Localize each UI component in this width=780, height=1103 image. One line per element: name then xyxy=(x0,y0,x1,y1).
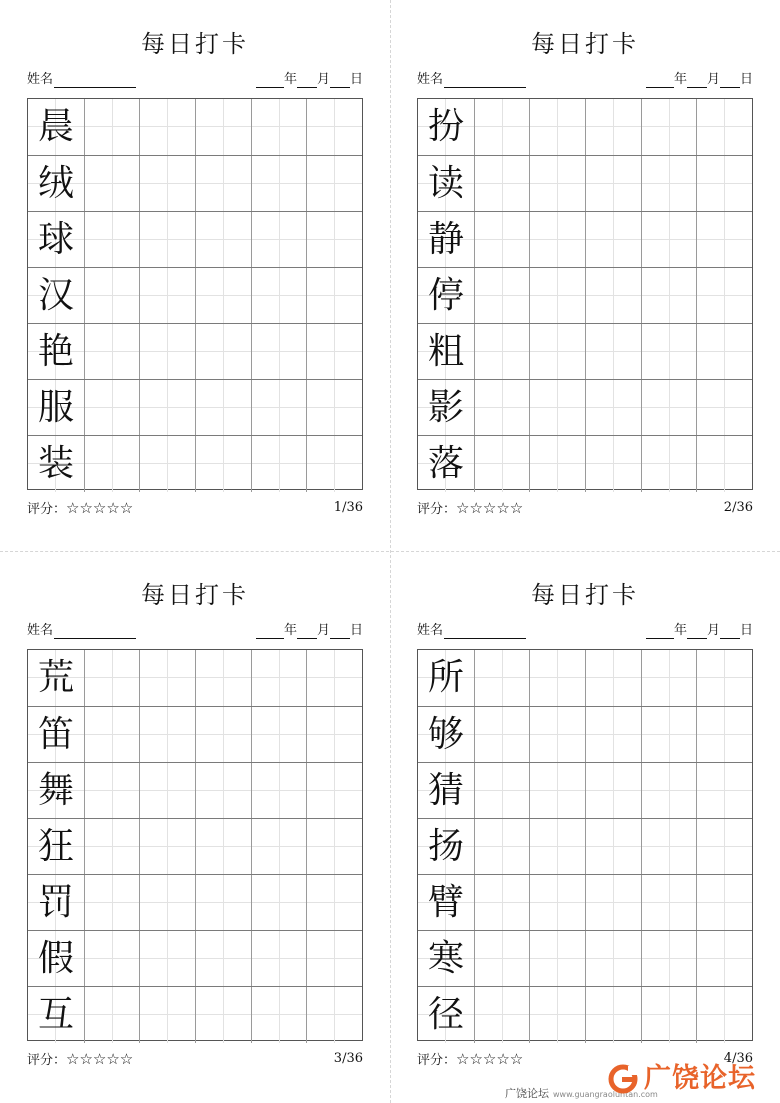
model-character-cell xyxy=(418,875,474,931)
practice-cell[interactable] xyxy=(474,763,530,819)
practice-cell[interactable] xyxy=(306,931,362,987)
grid-row xyxy=(28,706,362,762)
grid-row xyxy=(418,99,752,155)
practice-cell[interactable] xyxy=(696,707,752,763)
practice-cell[interactable] xyxy=(84,987,140,1043)
page-number: 1/36 xyxy=(333,500,363,515)
practice-cell[interactable] xyxy=(641,931,697,987)
practice-cell[interactable] xyxy=(585,987,641,1043)
practice-cell[interactable] xyxy=(585,931,641,987)
practice-cell[interactable] xyxy=(139,268,195,324)
practice-cell[interactable] xyxy=(641,324,697,380)
practice-cell[interactable] xyxy=(84,763,140,819)
practice-cell[interactable] xyxy=(251,931,307,987)
grid-row xyxy=(418,435,752,491)
practice-card-3 xyxy=(27,551,363,1071)
score-label: 评分： xyxy=(27,502,67,517)
practice-cell[interactable] xyxy=(306,650,362,706)
year-blank-line xyxy=(256,75,284,88)
practice-cell[interactable] xyxy=(529,987,585,1043)
page-number: 3/36 xyxy=(333,1051,363,1066)
date-field xyxy=(256,623,363,639)
practice-cell[interactable] xyxy=(139,650,195,706)
practice-cell[interactable] xyxy=(139,212,195,268)
practice-cell[interactable] xyxy=(641,99,697,155)
practice-cell[interactable] xyxy=(474,650,530,706)
practice-cell[interactable] xyxy=(529,707,585,763)
name-blank-line xyxy=(54,75,136,88)
practice-cell[interactable] xyxy=(139,707,195,763)
model-character-cell xyxy=(418,324,474,380)
name-field xyxy=(27,72,136,88)
practice-cell[interactable] xyxy=(641,650,697,706)
year-blank-line xyxy=(256,626,284,639)
practice-cell[interactable] xyxy=(585,875,641,931)
grid-row xyxy=(28,930,362,986)
practice-cell[interactable] xyxy=(84,212,140,268)
grid-row xyxy=(418,650,752,706)
date-field xyxy=(646,623,753,639)
practice-cell[interactable] xyxy=(251,156,307,212)
model-character: 所 xyxy=(427,657,464,698)
practice-cell[interactable] xyxy=(84,650,140,706)
day-blank-line xyxy=(330,75,350,88)
page-number: 4/36 xyxy=(723,1051,753,1066)
grid-row xyxy=(418,818,752,874)
day-blank-line xyxy=(720,626,740,639)
practice-cell[interactable] xyxy=(474,819,530,875)
practice-cell[interactable] xyxy=(251,380,307,436)
practice-cell[interactable] xyxy=(474,987,530,1043)
practice-cell[interactable] xyxy=(585,819,641,875)
month-blank-line xyxy=(297,75,317,88)
day-blank-line xyxy=(330,626,350,639)
model-character: 寒 xyxy=(427,938,464,979)
rating-stars[interactable]: ☆☆☆☆☆ xyxy=(456,499,524,517)
practice-cell[interactable] xyxy=(529,99,585,155)
model-character-cell xyxy=(28,380,84,436)
model-character-cell xyxy=(418,763,474,819)
model-character: 舞 xyxy=(37,770,74,811)
grid-row xyxy=(418,323,752,379)
practice-cell[interactable] xyxy=(251,99,307,155)
grid-row xyxy=(418,155,752,211)
grid-row xyxy=(28,818,362,874)
practice-cell[interactable] xyxy=(139,324,195,380)
model-character: 晨 xyxy=(37,106,74,147)
practice-cell[interactable] xyxy=(474,324,530,380)
card-title: 每日打卡 xyxy=(531,581,639,609)
practice-cell[interactable] xyxy=(306,99,362,155)
model-character-cell xyxy=(28,650,84,706)
grid-row xyxy=(418,762,752,818)
model-character-cell xyxy=(28,931,84,987)
practice-cell[interactable] xyxy=(251,268,307,324)
practice-cell[interactable] xyxy=(585,268,641,324)
name-blank-line xyxy=(444,626,526,639)
practice-cell[interactable] xyxy=(84,436,140,492)
model-character: 扮 xyxy=(427,106,464,147)
day-label: 日 xyxy=(739,623,753,638)
practice-cell[interactable] xyxy=(306,987,362,1043)
practice-cell[interactable] xyxy=(251,875,307,931)
practice-cell[interactable] xyxy=(474,212,530,268)
practice-cell[interactable] xyxy=(139,156,195,212)
model-character: 臂 xyxy=(427,882,464,923)
day-label: 日 xyxy=(739,72,753,87)
grid-row xyxy=(28,435,362,491)
score-row xyxy=(27,500,133,518)
grid-row xyxy=(418,706,752,762)
practice-cell[interactable] xyxy=(474,380,530,436)
practice-cell[interactable] xyxy=(195,324,251,380)
grid-row xyxy=(28,762,362,818)
month-blank-line xyxy=(297,626,317,639)
year-blank-line xyxy=(646,75,674,88)
name-field xyxy=(417,623,526,639)
practice-cell[interactable] xyxy=(696,987,752,1043)
model-character-cell xyxy=(28,436,84,492)
year-blank-line xyxy=(646,626,674,639)
practice-cell[interactable] xyxy=(139,931,195,987)
practice-cell[interactable] xyxy=(195,436,251,492)
month-blank-line xyxy=(687,626,707,639)
practice-cell[interactable] xyxy=(641,819,697,875)
practice-cell[interactable] xyxy=(306,268,362,324)
model-character-cell xyxy=(418,268,474,324)
practice-cell[interactable] xyxy=(84,875,140,931)
practice-cell[interactable] xyxy=(696,380,752,436)
practice-card-1 xyxy=(27,0,363,520)
practice-cell[interactable] xyxy=(195,763,251,819)
practice-cell[interactable] xyxy=(139,819,195,875)
practice-cell[interactable] xyxy=(306,380,362,436)
model-character: 够 xyxy=(427,714,464,755)
practice-cell[interactable] xyxy=(585,763,641,819)
footer-site-url: www.guangraoluntan.com xyxy=(553,1090,658,1099)
practice-cell[interactable] xyxy=(306,819,362,875)
practice-cell[interactable] xyxy=(251,707,307,763)
model-character-cell xyxy=(418,212,474,268)
practice-cell[interactable] xyxy=(696,268,752,324)
writing-grid xyxy=(417,98,753,490)
practice-cell[interactable] xyxy=(696,650,752,706)
model-character: 罚 xyxy=(37,882,74,923)
model-character: 读 xyxy=(427,163,464,204)
model-character: 球 xyxy=(37,219,74,260)
practice-cell[interactable] xyxy=(641,436,697,492)
model-character: 装 xyxy=(37,443,74,484)
practice-cell[interactable] xyxy=(251,212,307,268)
model-character: 艳 xyxy=(37,331,74,372)
model-character-cell xyxy=(28,707,84,763)
footer-site-name: 广饶论坛 xyxy=(505,1087,549,1100)
practice-cell[interactable] xyxy=(529,875,585,931)
practice-cell[interactable] xyxy=(306,324,362,380)
practice-cell[interactable] xyxy=(585,436,641,492)
rating-stars[interactable]: ☆☆☆☆☆ xyxy=(456,1050,524,1068)
practice-cell[interactable] xyxy=(84,380,140,436)
year-label: 年 xyxy=(283,623,297,638)
practice-cell[interactable] xyxy=(251,324,307,380)
grid-row xyxy=(28,99,362,155)
model-character-cell xyxy=(418,819,474,875)
grid-row xyxy=(28,874,362,930)
practice-cell[interactable] xyxy=(195,268,251,324)
model-character: 落 xyxy=(427,443,464,484)
name-label: 姓名 xyxy=(417,623,444,638)
model-character-cell xyxy=(418,650,474,706)
practice-cell[interactable] xyxy=(306,875,362,931)
practice-cell[interactable] xyxy=(251,763,307,819)
model-character: 汉 xyxy=(37,275,74,316)
practice-cell[interactable] xyxy=(195,650,251,706)
practice-cell[interactable] xyxy=(585,707,641,763)
practice-cell[interactable] xyxy=(195,99,251,155)
score-label: 评分： xyxy=(27,1053,67,1068)
practice-cell[interactable] xyxy=(474,707,530,763)
practice-cell[interactable] xyxy=(251,650,307,706)
grid-row xyxy=(28,986,362,1042)
practice-cell[interactable] xyxy=(251,987,307,1043)
practice-cell[interactable] xyxy=(251,819,307,875)
model-character-cell xyxy=(418,156,474,212)
model-character: 假 xyxy=(37,938,74,979)
practice-cell[interactable] xyxy=(696,436,752,492)
logo-g-icon xyxy=(608,1064,638,1094)
practice-cell[interactable] xyxy=(529,324,585,380)
practice-cell[interactable] xyxy=(195,819,251,875)
site-logo xyxy=(608,1060,778,1102)
practice-cell[interactable] xyxy=(84,99,140,155)
practice-cell[interactable] xyxy=(529,931,585,987)
practice-cell[interactable] xyxy=(195,212,251,268)
practice-cell[interactable] xyxy=(641,987,697,1043)
practice-cell[interactable] xyxy=(84,324,140,380)
practice-cell[interactable] xyxy=(84,268,140,324)
date-field xyxy=(646,72,753,88)
model-character: 笛 xyxy=(37,714,74,755)
month-label: 月 xyxy=(706,72,720,87)
grid-row xyxy=(28,211,362,267)
practice-cell[interactable] xyxy=(195,156,251,212)
practice-cell[interactable] xyxy=(529,819,585,875)
practice-cell[interactable] xyxy=(306,763,362,819)
practice-cell[interactable] xyxy=(696,99,752,155)
score-label: 评分： xyxy=(417,502,457,517)
model-character-cell xyxy=(28,156,84,212)
grid-row xyxy=(418,267,752,323)
year-label: 年 xyxy=(283,72,297,87)
practice-cell[interactable] xyxy=(585,99,641,155)
practice-cell[interactable] xyxy=(696,875,752,931)
name-field xyxy=(27,623,136,639)
practice-cell[interactable] xyxy=(474,268,530,324)
model-character: 狂 xyxy=(37,826,74,867)
practice-card-4 xyxy=(417,551,753,1071)
month-label: 月 xyxy=(316,623,330,638)
grid-row xyxy=(28,323,362,379)
practice-cell[interactable] xyxy=(306,707,362,763)
name-label: 姓名 xyxy=(417,72,444,87)
day-label: 日 xyxy=(349,623,363,638)
model-character-cell xyxy=(418,931,474,987)
score-row xyxy=(27,1051,133,1069)
practice-cell[interactable] xyxy=(641,380,697,436)
grid-row xyxy=(418,986,752,1042)
practice-cell[interactable] xyxy=(696,763,752,819)
practice-cell[interactable] xyxy=(474,931,530,987)
model-character-cell xyxy=(418,436,474,492)
name-field xyxy=(417,72,526,88)
practice-cell[interactable] xyxy=(585,380,641,436)
card-title: 每日打卡 xyxy=(141,581,249,609)
model-character: 粗 xyxy=(427,331,464,372)
practice-cell[interactable] xyxy=(474,156,530,212)
card-title: 每日打卡 xyxy=(141,30,249,58)
model-character: 荒 xyxy=(37,657,74,698)
name-label: 姓名 xyxy=(27,72,54,87)
month-label: 月 xyxy=(706,623,720,638)
day-blank-line xyxy=(720,75,740,88)
score-row xyxy=(417,1051,523,1069)
model-character-cell xyxy=(28,987,84,1043)
practice-cell[interactable] xyxy=(641,268,697,324)
model-character-cell xyxy=(28,324,84,380)
model-character: 互 xyxy=(37,994,74,1035)
month-blank-line xyxy=(687,75,707,88)
model-character-cell xyxy=(28,212,84,268)
practice-cell[interactable] xyxy=(529,436,585,492)
practice-cell[interactable] xyxy=(474,99,530,155)
score-row xyxy=(417,500,523,518)
practice-cell[interactable] xyxy=(195,987,251,1043)
practice-cell[interactable] xyxy=(84,819,140,875)
grid-row xyxy=(28,379,362,435)
year-label: 年 xyxy=(673,72,687,87)
model-character: 扬 xyxy=(427,826,464,867)
practice-cell[interactable] xyxy=(641,156,697,212)
model-character: 服 xyxy=(37,387,74,428)
practice-cell[interactable] xyxy=(641,763,697,819)
practice-cell[interactable] xyxy=(195,875,251,931)
practice-cell[interactable] xyxy=(585,324,641,380)
practice-cell[interactable] xyxy=(251,436,307,492)
day-label: 日 xyxy=(349,72,363,87)
model-character-cell xyxy=(28,763,84,819)
practice-cell[interactable] xyxy=(84,156,140,212)
practice-cell[interactable] xyxy=(84,931,140,987)
model-character: 绒 xyxy=(37,163,74,204)
month-label: 月 xyxy=(316,72,330,87)
practice-cell[interactable] xyxy=(529,650,585,706)
practice-cell[interactable] xyxy=(474,875,530,931)
grid-row xyxy=(418,211,752,267)
date-field xyxy=(256,72,363,88)
page-number: 2/36 xyxy=(723,500,753,515)
practice-cell[interactable] xyxy=(306,436,362,492)
practice-cell[interactable] xyxy=(529,156,585,212)
practice-card-2 xyxy=(417,0,753,520)
model-character-cell xyxy=(418,707,474,763)
practice-cell[interactable] xyxy=(641,212,697,268)
name-blank-line xyxy=(54,626,136,639)
writing-grid xyxy=(417,649,753,1041)
rating-stars[interactable]: ☆☆☆☆☆ xyxy=(66,1050,134,1068)
practice-cell[interactable] xyxy=(696,324,752,380)
grid-row xyxy=(28,650,362,706)
practice-cell[interactable] xyxy=(585,212,641,268)
grid-row xyxy=(418,930,752,986)
card-title: 每日打卡 xyxy=(531,30,639,58)
practice-cell[interactable] xyxy=(306,212,362,268)
model-character-cell xyxy=(28,268,84,324)
model-character: 影 xyxy=(427,387,464,428)
grid-row xyxy=(28,155,362,211)
practice-cell[interactable] xyxy=(139,380,195,436)
practice-cell[interactable] xyxy=(585,156,641,212)
practice-cell[interactable] xyxy=(529,268,585,324)
practice-cell[interactable] xyxy=(195,707,251,763)
practice-cell[interactable] xyxy=(139,99,195,155)
practice-cell[interactable] xyxy=(696,156,752,212)
model-character-cell xyxy=(28,99,84,155)
practice-cell[interactable] xyxy=(529,212,585,268)
practice-cell[interactable] xyxy=(474,436,530,492)
logo-text: 广饶论坛 xyxy=(644,1063,756,1094)
score-label: 评分： xyxy=(417,1053,457,1068)
grid-row xyxy=(418,874,752,930)
practice-cell[interactable] xyxy=(306,156,362,212)
model-character-cell xyxy=(418,99,474,155)
model-character: 静 xyxy=(427,219,464,260)
practice-cell[interactable] xyxy=(195,931,251,987)
writing-grid xyxy=(27,98,363,490)
model-character: 停 xyxy=(427,275,464,316)
practice-cell[interactable] xyxy=(641,875,697,931)
rating-stars[interactable]: ☆☆☆☆☆ xyxy=(66,499,134,517)
practice-cell[interactable] xyxy=(84,707,140,763)
practice-cell[interactable] xyxy=(139,436,195,492)
model-character-cell xyxy=(418,380,474,436)
name-label: 姓名 xyxy=(27,623,54,638)
practice-cell[interactable] xyxy=(195,380,251,436)
model-character: 径 xyxy=(427,994,464,1035)
name-blank-line xyxy=(444,75,526,88)
practice-cell[interactable] xyxy=(696,819,752,875)
practice-cell[interactable] xyxy=(641,707,697,763)
practice-cell[interactable] xyxy=(696,931,752,987)
year-label: 年 xyxy=(673,623,687,638)
practice-cell[interactable] xyxy=(139,875,195,931)
writing-grid xyxy=(27,649,363,1041)
grid-row xyxy=(418,379,752,435)
practice-cell[interactable] xyxy=(139,987,195,1043)
practice-cell[interactable] xyxy=(585,650,641,706)
model-character-cell xyxy=(28,819,84,875)
model-character-cell xyxy=(28,875,84,931)
practice-cell[interactable] xyxy=(529,380,585,436)
practice-cell[interactable] xyxy=(529,763,585,819)
model-character-cell xyxy=(418,987,474,1043)
grid-row xyxy=(28,267,362,323)
practice-cell[interactable] xyxy=(139,763,195,819)
practice-cell[interactable] xyxy=(696,212,752,268)
model-character: 猜 xyxy=(427,770,464,811)
